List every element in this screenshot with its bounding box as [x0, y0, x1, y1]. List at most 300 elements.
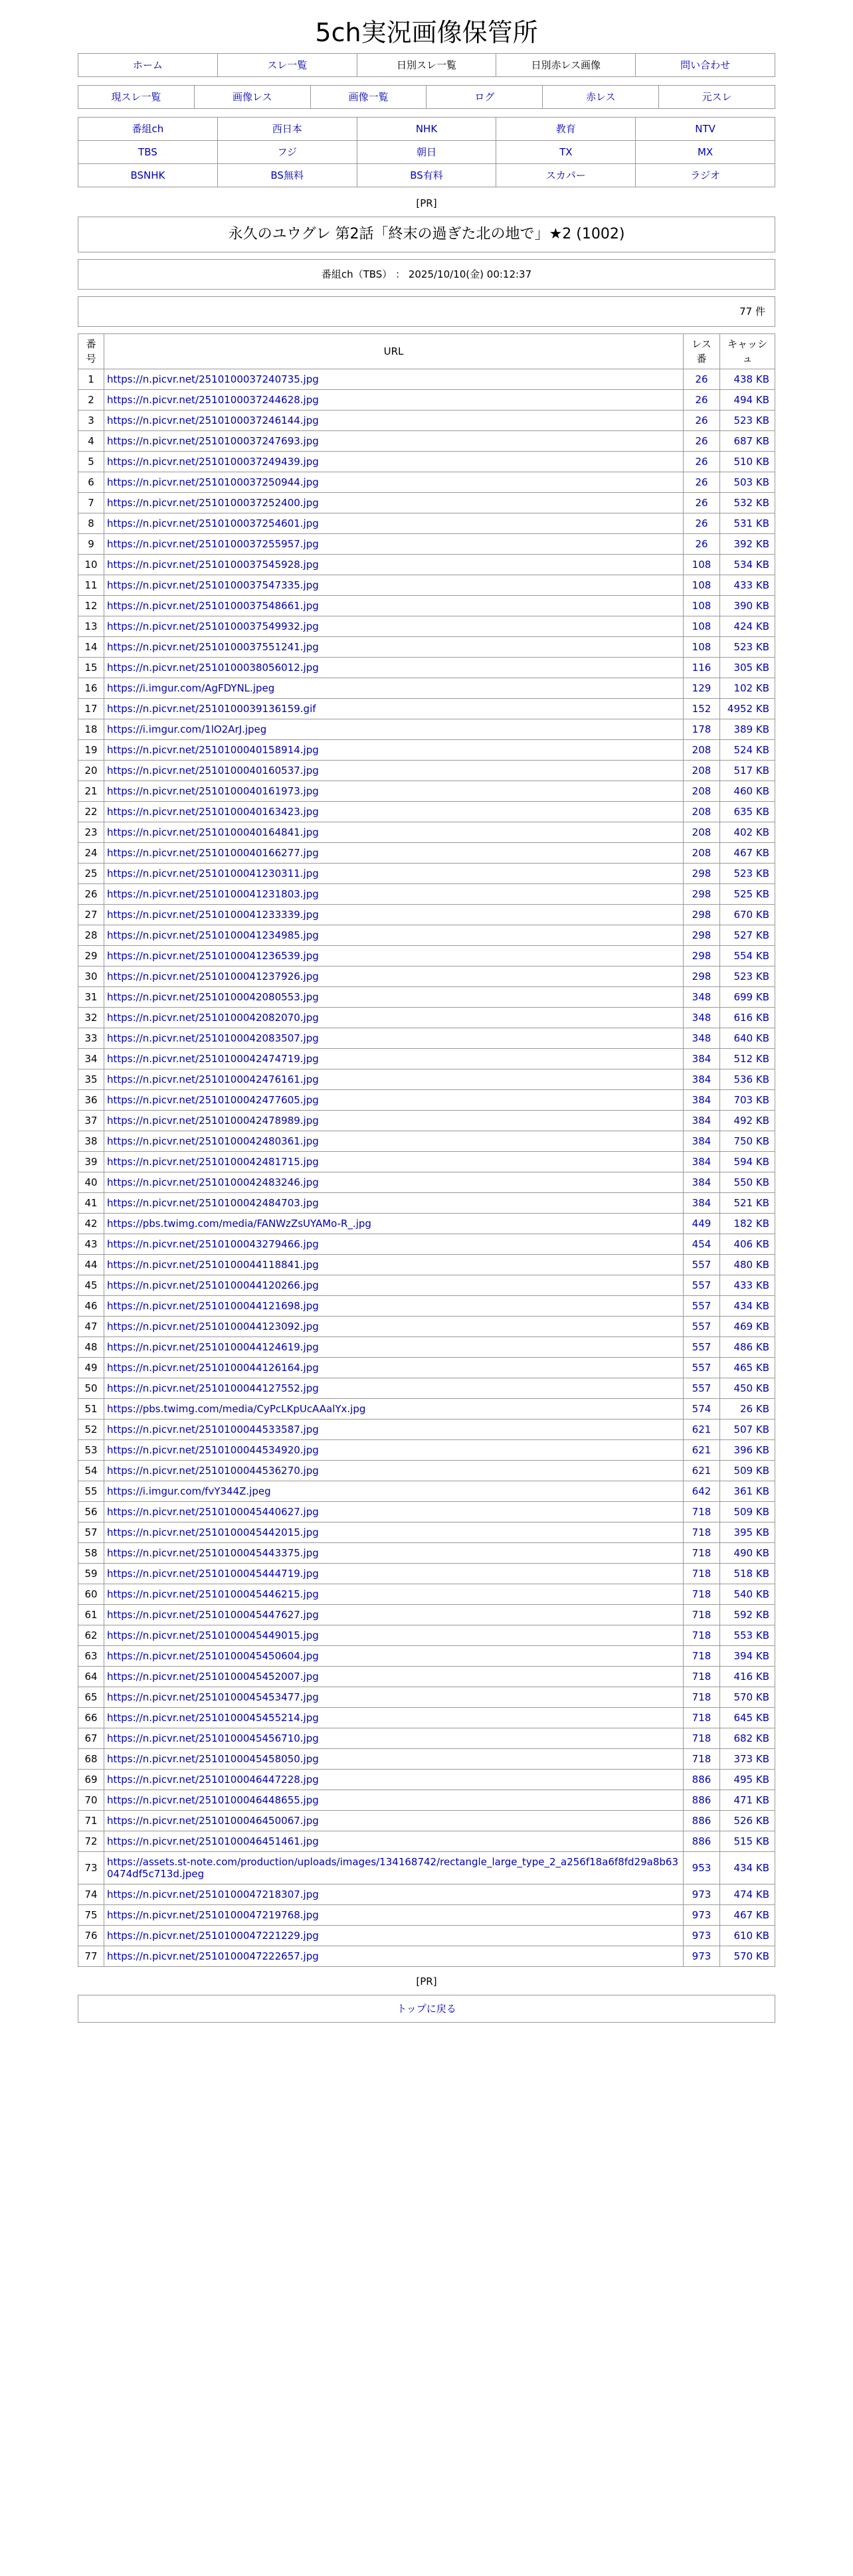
- cell-res[interactable]: [684, 1378, 720, 1399]
- cache-size-link[interactable]: 682 KB: [733, 1732, 769, 1744]
- cell-cache[interactable]: [720, 1811, 775, 1831]
- image-url-link[interactable]: https://n.picvr.net/2510100042483246.jpg: [107, 1176, 319, 1188]
- cell-res[interactable]: [684, 575, 720, 596]
- cell-cache[interactable]: [720, 1214, 775, 1234]
- cell-url[interactable]: [104, 1605, 684, 1625]
- cache-size-link[interactable]: 518 KB: [733, 1568, 769, 1580]
- res-number-link[interactable]: 621: [692, 1424, 711, 1435]
- cell-cache[interactable]: [720, 1646, 775, 1667]
- res-number-link[interactable]: 384: [692, 1094, 711, 1106]
- channel-link[interactable]: BSNHK: [78, 164, 218, 187]
- cache-size-link[interactable]: 434 KB: [733, 1300, 769, 1312]
- image-url-link[interactable]: https://n.picvr.net/2510100040166277.jpg: [107, 847, 319, 859]
- image-url-link[interactable]: https://n.picvr.net/2510100042477605.jpg: [107, 1094, 319, 1106]
- cell-url[interactable]: [104, 905, 684, 925]
- cache-size-link[interactable]: 416 KB: [733, 1671, 769, 1683]
- cell-url[interactable]: [104, 1172, 684, 1193]
- cell-res[interactable]: [684, 1885, 720, 1905]
- res-number-link[interactable]: 298: [692, 868, 711, 879]
- cache-size-link[interactable]: 703 KB: [733, 1094, 769, 1106]
- cell-res[interactable]: [684, 781, 720, 802]
- image-url-link[interactable]: https://n.picvr.net/2510100037250944.jpg: [107, 476, 319, 488]
- res-number-link[interactable]: 26: [695, 456, 708, 468]
- image-url-link[interactable]: https://n.picvr.net/2510100037247693.jpg: [107, 435, 319, 447]
- cell-url[interactable]: [104, 1502, 684, 1522]
- res-number-link[interactable]: 557: [692, 1321, 711, 1333]
- cell-cache[interactable]: [720, 1687, 775, 1708]
- image-url-link[interactable]: https://n.picvr.net/2510100045458050.jpg: [107, 1753, 319, 1765]
- cell-url[interactable]: [104, 1667, 684, 1687]
- nav-current-threads[interactable]: 現スレ一覧: [78, 86, 195, 108]
- cell-cache[interactable]: [720, 1905, 775, 1926]
- cache-size-link[interactable]: 389 KB: [733, 723, 769, 735]
- cell-cache[interactable]: [720, 1131, 775, 1152]
- cell-url[interactable]: [104, 1749, 684, 1770]
- cache-size-link[interactable]: 616 KB: [733, 1012, 769, 1024]
- cell-url[interactable]: [104, 1296, 684, 1317]
- image-url-link[interactable]: https://n.picvr.net/2510100046451461.jpg: [107, 1835, 319, 1847]
- cell-url[interactable]: [104, 966, 684, 987]
- cache-size-link[interactable]: 523 KB: [733, 970, 769, 982]
- cell-res[interactable]: [684, 1008, 720, 1028]
- cell-cache[interactable]: [720, 431, 775, 452]
- res-number-link[interactable]: 26: [695, 373, 708, 385]
- cell-url[interactable]: [104, 1625, 684, 1646]
- res-number-link[interactable]: 108: [692, 620, 711, 632]
- cache-size-link[interactable]: 527 KB: [733, 929, 769, 941]
- cell-cache[interactable]: [720, 1090, 775, 1111]
- cell-res[interactable]: [684, 1461, 720, 1481]
- cell-res[interactable]: [684, 1625, 720, 1646]
- cache-size-link[interactable]: 570 KB: [733, 1950, 769, 1962]
- cell-res[interactable]: [684, 925, 720, 946]
- cell-url[interactable]: [104, 1946, 684, 1967]
- image-url-link[interactable]: https://n.picvr.net/2510100039136159.gif: [107, 703, 316, 715]
- image-url-link[interactable]: https://i.imgur.com/1lO2ArJ.jpeg: [107, 723, 267, 735]
- cell-cache[interactable]: [720, 843, 775, 864]
- cell-cache[interactable]: [720, 699, 775, 719]
- cell-res[interactable]: [684, 1543, 720, 1564]
- res-number-link[interactable]: 718: [692, 1588, 711, 1600]
- image-url-link[interactable]: https://n.picvr.net/2510100041233339.jpg: [107, 909, 319, 921]
- res-number-link[interactable]: 26: [695, 517, 708, 529]
- cache-size-link[interactable]: 465 KB: [733, 1362, 769, 1374]
- res-number-link[interactable]: 642: [692, 1485, 711, 1497]
- cache-size-link[interactable]: 433 KB: [733, 1279, 769, 1291]
- res-number-link[interactable]: 557: [692, 1341, 711, 1353]
- image-url-link[interactable]: https://i.imgur.com/fvY344Z.jpeg: [107, 1485, 271, 1497]
- cell-cache[interactable]: [720, 616, 775, 637]
- cell-cache[interactable]: [720, 369, 775, 390]
- cell-cache[interactable]: [720, 1008, 775, 1028]
- cell-url[interactable]: [104, 699, 684, 719]
- cell-cache[interactable]: [720, 1584, 775, 1605]
- image-url-link[interactable]: https://n.picvr.net/2510100041230311.jpg: [107, 868, 319, 879]
- cell-res[interactable]: [684, 452, 720, 472]
- res-number-link[interactable]: 208: [692, 806, 711, 818]
- image-url-link[interactable]: https://n.picvr.net/2510100041237926.jpg: [107, 970, 319, 982]
- channel-link[interactable]: 西日本: [218, 118, 357, 140]
- cell-res[interactable]: [684, 1502, 720, 1522]
- cache-size-link[interactable]: 406 KB: [733, 1238, 769, 1250]
- cell-cache[interactable]: [720, 1728, 775, 1749]
- cell-res[interactable]: [684, 1687, 720, 1708]
- image-url-link[interactable]: https://n.picvr.net/2510100042484703.jpg: [107, 1197, 319, 1209]
- cell-res[interactable]: [684, 1358, 720, 1378]
- cell-cache[interactable]: [720, 1749, 775, 1770]
- cell-res[interactable]: [684, 1152, 720, 1172]
- res-number-link[interactable]: 718: [692, 1547, 711, 1559]
- cell-cache[interactable]: [720, 1564, 775, 1584]
- cell-res[interactable]: [684, 1831, 720, 1852]
- cache-size-link[interactable]: 392 KB: [733, 538, 769, 550]
- image-url-link[interactable]: https://n.picvr.net/2510100044118841.jpg: [107, 1259, 319, 1271]
- res-number-link[interactable]: 886: [692, 1815, 711, 1827]
- res-number-link[interactable]: 108: [692, 641, 711, 653]
- image-url-link[interactable]: https://n.picvr.net/2510100042481715.jpg: [107, 1156, 319, 1168]
- cell-url[interactable]: [104, 1770, 684, 1790]
- image-url-link[interactable]: https://n.picvr.net/2510100041234985.jpg: [107, 929, 319, 941]
- cell-res[interactable]: [684, 740, 720, 761]
- cell-res[interactable]: [684, 966, 720, 987]
- cell-cache[interactable]: [720, 1275, 775, 1296]
- res-number-link[interactable]: 178: [692, 723, 711, 735]
- nav-log[interactable]: ログ: [427, 86, 543, 108]
- cell-url[interactable]: [104, 555, 684, 575]
- cell-url[interactable]: [104, 1090, 684, 1111]
- image-url-link[interactable]: https://n.picvr.net/2510100037545928.jpg: [107, 559, 319, 571]
- res-number-link[interactable]: 718: [692, 1629, 711, 1641]
- cache-size-link[interactable]: 554 KB: [733, 950, 769, 962]
- cell-cache[interactable]: [720, 678, 775, 699]
- cache-size-link[interactable]: 102 KB: [733, 682, 769, 694]
- cell-cache[interactable]: [720, 555, 775, 575]
- cache-size-link[interactable]: 553 KB: [733, 1629, 769, 1641]
- res-number-link[interactable]: 26: [695, 497, 708, 509]
- cache-size-link[interactable]: 521 KB: [733, 1197, 769, 1209]
- cell-cache[interactable]: [720, 966, 775, 987]
- cell-url[interactable]: [104, 925, 684, 946]
- cache-size-link[interactable]: 750 KB: [733, 1135, 769, 1147]
- back-to-top-text[interactable]: トップに戻る: [397, 2003, 456, 2015]
- cell-url[interactable]: [104, 1926, 684, 1946]
- cell-cache[interactable]: [720, 1337, 775, 1358]
- cell-url[interactable]: [104, 1461, 684, 1481]
- cell-url[interactable]: [104, 1234, 684, 1255]
- cache-size-link[interactable]: 467 KB: [733, 847, 769, 859]
- cell-url[interactable]: [104, 1420, 684, 1440]
- res-number-link[interactable]: 718: [692, 1650, 711, 1662]
- cache-size-link[interactable]: 532 KB: [733, 497, 769, 509]
- cell-cache[interactable]: [720, 534, 775, 555]
- cell-res[interactable]: [684, 1667, 720, 1687]
- res-number-link[interactable]: 152: [692, 703, 711, 715]
- cell-url[interactable]: [104, 493, 684, 513]
- channel-link[interactable]: BS無料: [218, 164, 357, 187]
- cell-res[interactable]: [684, 1564, 720, 1584]
- res-number-link[interactable]: 718: [692, 1732, 711, 1744]
- cell-res[interactable]: [684, 946, 720, 966]
- cell-cache[interactable]: [720, 493, 775, 513]
- cell-cache[interactable]: [720, 1440, 775, 1461]
- res-number-link[interactable]: 718: [692, 1671, 711, 1683]
- image-url-link[interactable]: https://n.picvr.net/2510100045450604.jpg: [107, 1650, 319, 1662]
- cell-res[interactable]: [684, 1111, 720, 1131]
- cell-res[interactable]: [684, 1214, 720, 1234]
- cache-size-link[interactable]: 495 KB: [733, 1774, 769, 1786]
- cell-cache[interactable]: [720, 1708, 775, 1728]
- cell-res[interactable]: [684, 1728, 720, 1749]
- cache-size-link[interactable]: 492 KB: [733, 1115, 769, 1127]
- cell-res[interactable]: [684, 1275, 720, 1296]
- cell-res[interactable]: [684, 864, 720, 884]
- cell-cache[interactable]: [720, 1946, 775, 1967]
- res-number-link[interactable]: 718: [692, 1609, 711, 1621]
- res-number-link[interactable]: 108: [692, 559, 711, 571]
- res-number-link[interactable]: 557: [692, 1279, 711, 1291]
- cell-url[interactable]: [104, 1152, 684, 1172]
- channel-link[interactable]: NTV: [695, 123, 715, 135]
- cell-res[interactable]: [684, 1481, 720, 1502]
- cache-size-link[interactable]: 507 KB: [733, 1424, 769, 1435]
- cell-url[interactable]: [104, 1193, 684, 1214]
- cell-res[interactable]: [684, 1234, 720, 1255]
- cache-size-link[interactable]: 474 KB: [733, 1888, 769, 1900]
- image-url-link[interactable]: https://n.picvr.net/2510100040161973.jpg: [107, 785, 319, 797]
- res-number-link[interactable]: 208: [692, 765, 711, 777]
- cell-cache[interactable]: [720, 452, 775, 472]
- image-url-link[interactable]: https://pbs.twimg.com/media/FANWzZsUYAMo-R_.jpg: [107, 1218, 371, 1230]
- cell-url[interactable]: [104, 802, 684, 822]
- image-url-link[interactable]: https://n.picvr.net/2510100041231803.jpg: [107, 888, 319, 900]
- cell-cache[interactable]: [720, 658, 775, 678]
- back-to-top-link[interactable]: [78, 1995, 775, 2023]
- cell-cache[interactable]: [720, 1111, 775, 1131]
- cell-url[interactable]: [104, 1885, 684, 1905]
- res-number-link[interactable]: 557: [692, 1300, 711, 1312]
- cell-res[interactable]: [684, 1749, 720, 1770]
- cache-size-link[interactable]: 394 KB: [733, 1650, 769, 1662]
- res-number-link[interactable]: 718: [692, 1691, 711, 1703]
- cache-size-link[interactable]: 424 KB: [733, 620, 769, 632]
- res-number-link[interactable]: 953: [692, 1862, 711, 1874]
- cell-cache[interactable]: [720, 1831, 775, 1852]
- cache-size-link[interactable]: 525 KB: [733, 888, 769, 900]
- image-url-link[interactable]: https://n.picvr.net/2510100044121698.jpg: [107, 1300, 319, 1312]
- channel-link[interactable]: フジ: [218, 141, 357, 163]
- cell-res[interactable]: [684, 1255, 720, 1275]
- cell-res[interactable]: [684, 534, 720, 555]
- res-number-link[interactable]: 557: [692, 1362, 711, 1374]
- res-number-link[interactable]: 384: [692, 1197, 711, 1209]
- image-url-link[interactable]: https://n.picvr.net/2510100040163423.jpg: [107, 806, 319, 818]
- nav-image-list[interactable]: 画像一覧: [311, 86, 427, 108]
- image-url-link[interactable]: https://n.picvr.net/2510100045453477.jpg: [107, 1691, 319, 1703]
- cell-res[interactable]: [684, 431, 720, 452]
- channel-link[interactable]: TX: [496, 141, 636, 163]
- cell-res[interactable]: [684, 658, 720, 678]
- cell-res[interactable]: [684, 1605, 720, 1625]
- cell-res[interactable]: [684, 843, 720, 864]
- cache-size-link[interactable]: 536 KB: [733, 1073, 769, 1085]
- site-title[interactable]: 5ch実況画像保管所: [315, 18, 538, 47]
- cell-url[interactable]: [104, 781, 684, 802]
- image-url-link[interactable]: https://n.picvr.net/2510100037246144.jpg: [107, 414, 319, 426]
- cell-url[interactable]: [104, 1522, 684, 1543]
- cell-url[interactable]: [104, 431, 684, 452]
- cell-url[interactable]: [104, 1831, 684, 1852]
- cell-res[interactable]: [684, 1811, 720, 1831]
- cell-url[interactable]: [104, 1008, 684, 1028]
- cell-cache[interactable]: [720, 1193, 775, 1214]
- cell-res[interactable]: [684, 1193, 720, 1214]
- image-url-link[interactable]: https://n.picvr.net/2510100037252400.jpg: [107, 497, 319, 509]
- cell-res[interactable]: [684, 1522, 720, 1543]
- res-number-link[interactable]: 621: [692, 1444, 711, 1456]
- res-number-link[interactable]: 26: [695, 414, 708, 426]
- cell-url[interactable]: [104, 1028, 684, 1049]
- cell-cache[interactable]: [720, 596, 775, 616]
- cell-cache[interactable]: [720, 1234, 775, 1255]
- cell-res[interactable]: [684, 596, 720, 616]
- image-url-link[interactable]: https://n.picvr.net/2510100042474719.jpg: [107, 1053, 319, 1065]
- cell-url[interactable]: [104, 575, 684, 596]
- image-url-link[interactable]: https://n.picvr.net/2510100045452007.jpg: [107, 1671, 319, 1683]
- channel-link[interactable]: TBS: [78, 141, 218, 163]
- cell-cache[interactable]: [720, 1885, 775, 1905]
- cache-size-link[interactable]: 523 KB: [733, 414, 769, 426]
- image-url-link[interactable]: https://i.imgur.com/AgFDYNL.jpeg: [107, 682, 275, 694]
- image-url-link[interactable]: https://n.picvr.net/2510100044127552.jpg: [107, 1382, 319, 1394]
- cell-url[interactable]: [104, 843, 684, 864]
- image-url-link[interactable]: https://n.picvr.net/2510100037254601.jpg: [107, 517, 319, 529]
- image-url-link[interactable]: https://n.picvr.net/2510100037551241.jpg: [107, 641, 319, 653]
- cache-size-link[interactable]: 550 KB: [733, 1176, 769, 1188]
- cell-res[interactable]: [684, 390, 720, 411]
- cell-res[interactable]: [684, 637, 720, 658]
- cell-res[interactable]: [684, 1337, 720, 1358]
- cell-url[interactable]: [104, 1481, 684, 1502]
- res-number-link[interactable]: 208: [692, 785, 711, 797]
- cell-cache[interactable]: [720, 1378, 775, 1399]
- cell-url[interactable]: [104, 1687, 684, 1708]
- cell-cache[interactable]: [720, 1543, 775, 1564]
- cell-cache[interactable]: [720, 946, 775, 966]
- res-number-link[interactable]: 718: [692, 1506, 711, 1518]
- image-url-link[interactable]: https://n.picvr.net/2510100044126164.jpg: [107, 1362, 319, 1374]
- cell-cache[interactable]: [720, 1502, 775, 1522]
- nav-thread-list[interactable]: スレ一覧: [218, 54, 357, 76]
- cell-url[interactable]: [104, 452, 684, 472]
- cell-res[interactable]: [684, 1131, 720, 1152]
- channel-link[interactable]: NHK: [357, 118, 497, 140]
- cache-size-link[interactable]: 610 KB: [733, 1930, 769, 1942]
- nav-home[interactable]: ホーム: [78, 54, 218, 76]
- cell-cache[interactable]: [720, 884, 775, 905]
- res-number-link[interactable]: 348: [692, 991, 711, 1003]
- cell-cache[interactable]: [720, 513, 775, 534]
- cell-res[interactable]: [684, 1296, 720, 1317]
- cell-cache[interactable]: [720, 390, 775, 411]
- cell-cache[interactable]: [720, 781, 775, 802]
- cell-url[interactable]: [104, 740, 684, 761]
- cache-size-link[interactable]: 526 KB: [733, 1815, 769, 1827]
- res-number-link[interactable]: 26: [695, 476, 708, 488]
- cache-size-link[interactable]: 396 KB: [733, 1444, 769, 1456]
- res-number-link[interactable]: 348: [692, 1012, 711, 1024]
- cell-cache[interactable]: [720, 1049, 775, 1069]
- cell-cache[interactable]: [720, 1522, 775, 1543]
- image-url-link[interactable]: https://n.picvr.net/2510100047222657.jpg: [107, 1950, 319, 1962]
- cache-size-link[interactable]: 699 KB: [733, 991, 769, 1003]
- image-url-link[interactable]: https://n.picvr.net/2510100042080553.jpg: [107, 991, 319, 1003]
- cache-size-link[interactable]: 480 KB: [733, 1259, 769, 1271]
- cell-url[interactable]: [104, 1790, 684, 1811]
- cell-res[interactable]: [684, 905, 720, 925]
- cell-res[interactable]: [684, 369, 720, 390]
- cell-cache[interactable]: [720, 472, 775, 493]
- cell-res[interactable]: [684, 1317, 720, 1337]
- image-url-link[interactable]: https://n.picvr.net/2510100042476161.jpg: [107, 1073, 319, 1085]
- cell-cache[interactable]: [720, 925, 775, 946]
- cell-res[interactable]: [684, 493, 720, 513]
- cache-size-link[interactable]: 510 KB: [733, 456, 769, 468]
- res-number-link[interactable]: 574: [692, 1403, 711, 1415]
- cache-size-link[interactable]: 517 KB: [733, 765, 769, 777]
- cell-res[interactable]: [684, 678, 720, 699]
- cell-res[interactable]: [684, 1420, 720, 1440]
- res-number-link[interactable]: 298: [692, 888, 711, 900]
- cell-url[interactable]: [104, 719, 684, 740]
- res-number-link[interactable]: 26: [695, 394, 708, 406]
- cell-res[interactable]: [684, 719, 720, 740]
- cell-cache[interactable]: [720, 1420, 775, 1440]
- res-number-link[interactable]: 108: [692, 600, 711, 612]
- channel-link[interactable]: MX: [697, 146, 713, 158]
- image-url-link[interactable]: https://n.picvr.net/2510100047219768.jpg: [107, 1909, 319, 1921]
- res-number-link[interactable]: 973: [692, 1888, 711, 1900]
- cache-size-link[interactable]: 434 KB: [733, 1862, 769, 1874]
- image-url-link[interactable]: https://n.picvr.net/2510100045446215.jpg: [107, 1588, 319, 1600]
- image-url-link[interactable]: https://n.picvr.net/2510100042478989.jpg: [107, 1115, 319, 1127]
- cell-url[interactable]: [104, 596, 684, 616]
- image-url-link[interactable]: https://n.picvr.net/2510100037244628.jpg: [107, 394, 319, 406]
- cache-size-link[interactable]: 395 KB: [733, 1526, 769, 1538]
- res-number-link[interactable]: 718: [692, 1753, 711, 1765]
- cell-url[interactable]: [104, 1275, 684, 1296]
- channel-link[interactable]: BS有料: [357, 164, 497, 187]
- res-number-link[interactable]: 454: [692, 1238, 711, 1250]
- cell-cache[interactable]: [720, 1926, 775, 1946]
- image-url-link[interactable]: https://n.picvr.net/2510100046447228.jpg: [107, 1774, 319, 1786]
- nav-image-res[interactable]: 画像レス: [195, 86, 311, 108]
- image-url-link[interactable]: https://assets.st-note.com/production/uploads/images/134168742/rectangle_large_type_2_a256f18a6f8fd29a8b630474df5c713d.jpeg: [107, 1856, 678, 1880]
- res-number-link[interactable]: 384: [692, 1115, 711, 1127]
- image-url-link[interactable]: https://n.picvr.net/2510100042083507.jpg: [107, 1032, 319, 1044]
- cell-cache[interactable]: [720, 637, 775, 658]
- cell-url[interactable]: [104, 1358, 684, 1378]
- cell-res[interactable]: [684, 1584, 720, 1605]
- res-number-link[interactable]: 384: [692, 1053, 711, 1065]
- cache-size-link[interactable]: 486 KB: [733, 1341, 769, 1353]
- nav-original-thread[interactable]: 元スレ: [702, 91, 732, 103]
- res-number-link[interactable]: 208: [692, 826, 711, 838]
- cache-size-link[interactable]: 523 KB: [733, 868, 769, 879]
- cell-res[interactable]: [684, 1069, 720, 1090]
- cache-size-link[interactable]: 509 KB: [733, 1465, 769, 1477]
- cell-cache[interactable]: [720, 1399, 775, 1420]
- cell-url[interactable]: [104, 637, 684, 658]
